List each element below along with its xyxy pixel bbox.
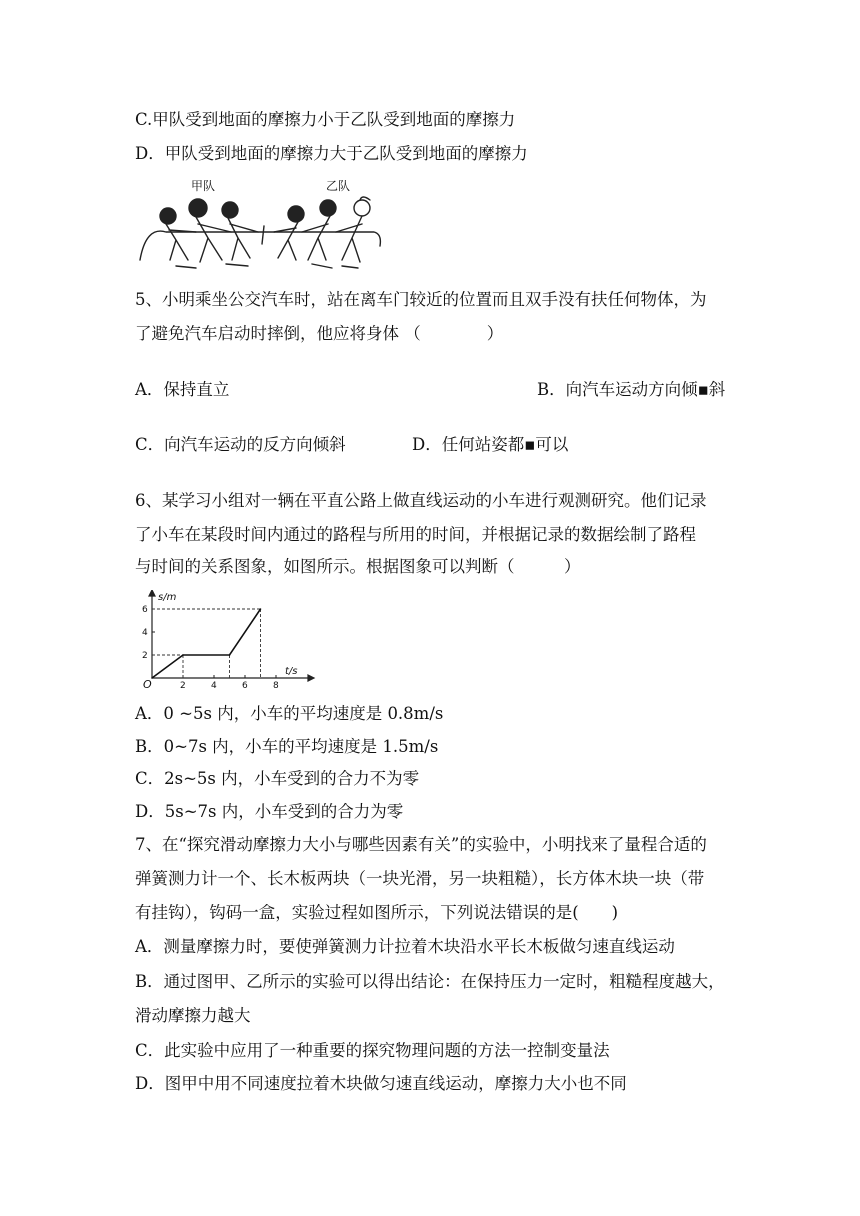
q6-option-d: D．5s~7s 内，小车受到的合力为零 [135, 802, 404, 821]
data-point [229, 654, 231, 656]
q5-option-c: C．向汽车运动的反方向倾斜 [135, 435, 346, 454]
x-axis-arrow [308, 675, 314, 681]
q5-option-a: A．保持直立 [135, 380, 230, 399]
x-tick-label: 8 [273, 681, 279, 690]
q7-stem-line-1: 7、在“探究滑动摩擦力大小与哪些因素有关”的实验中，小明找来了量程合适的 [135, 835, 707, 854]
q6-stem-line-1: 6、某学习小组对一辆在平直公路上做直线运动的小车进行观测研究。他们记录 [135, 491, 707, 510]
q7-option-c: C．此实验中应用了一种重要的探究物理问题的方法一控制变量法 [135, 1041, 610, 1060]
distance-time-chart [138, 590, 318, 690]
q5-stem-line-1: 5、小明乘坐公交汽车时，站在离车门较近的位置而且双手没有扶任何物体，为 [135, 290, 707, 309]
x-axis-label: t/s [285, 666, 298, 677]
q6-option-b: B．0~7s 内，小车的平均速度是 1.5m/s [135, 737, 439, 756]
q6-stem-line-2: 了小车在某段时间内通过的路程与所用的时间，并根据记录的数据绘制了路程 [135, 525, 696, 544]
series-line [152, 609, 261, 678]
y-tick-label: 6 [142, 605, 148, 615]
q4-option-d: D．甲队受到地面的摩擦力大于乙队受到地面的摩擦力 [135, 144, 528, 163]
x-tick-label: 6 [242, 681, 248, 690]
q5-option-d: D．任何站姿都▪可以 [412, 435, 569, 454]
q7-option-d: D．图甲中用不同速度拉着木块做匀速直线运动，摩擦力大小也不同 [135, 1074, 627, 1093]
q5-stem-line-2: 了避免汽车启动时摔倒，他应将身体 （ ） [135, 324, 504, 343]
data-point [151, 677, 153, 679]
q7-stem-line-2: 弹簧测力计一个、长木板两块（一块光滑，另一块粗糙），长方体木块一块（带 [135, 869, 705, 888]
y-tick-label: 4 [142, 628, 148, 638]
team-jia-label: 甲队 [191, 179, 216, 193]
q5-option-b: B．向汽车运动方向倾▪斜 [537, 380, 726, 399]
y-axis-label: s/m [158, 592, 177, 603]
y-tick-label: 2 [142, 651, 148, 661]
data-point [182, 654, 184, 656]
q4-option-c: C.甲队受到地面的摩擦力小于乙队受到地面的摩擦力 [135, 110, 516, 129]
q7-option-b-line-2: 滑动摩擦力越大 [135, 1006, 251, 1025]
q6-option-a: A．0 ~5s 内，小车的平均速度是 0.8m/s [135, 704, 444, 723]
q7-option-b-line-1: B．通过图甲、乙所示的实验可以得出结论：在保持压力一定时，粗糙程度越大， [135, 972, 725, 991]
x-tick-label: 2 [180, 681, 186, 690]
tug-of-war-figure [136, 176, 386, 274]
q6-option-c: C．2s~5s 内，小车受到的合力不为零 [135, 769, 420, 788]
data-point [260, 608, 262, 610]
x-tick-label: 4 [211, 681, 217, 690]
q6-stem-line-3: 与时间的关系图象，如图所示。根据图象可以判断（ ） [135, 557, 581, 576]
y-axis-arrow [149, 590, 155, 596]
team-yi-label: 乙队 [326, 179, 351, 193]
q7-option-a: A．测量摩擦力时，要使弹簧测力计拉着木块沿水平长木板做匀速直线运动 [135, 937, 675, 956]
q7-stem-line-3: 有挂钩），钩码一盒，实验过程如图所示，下列说法错误的是( ) [135, 903, 619, 922]
origin-label: O [143, 678, 152, 690]
